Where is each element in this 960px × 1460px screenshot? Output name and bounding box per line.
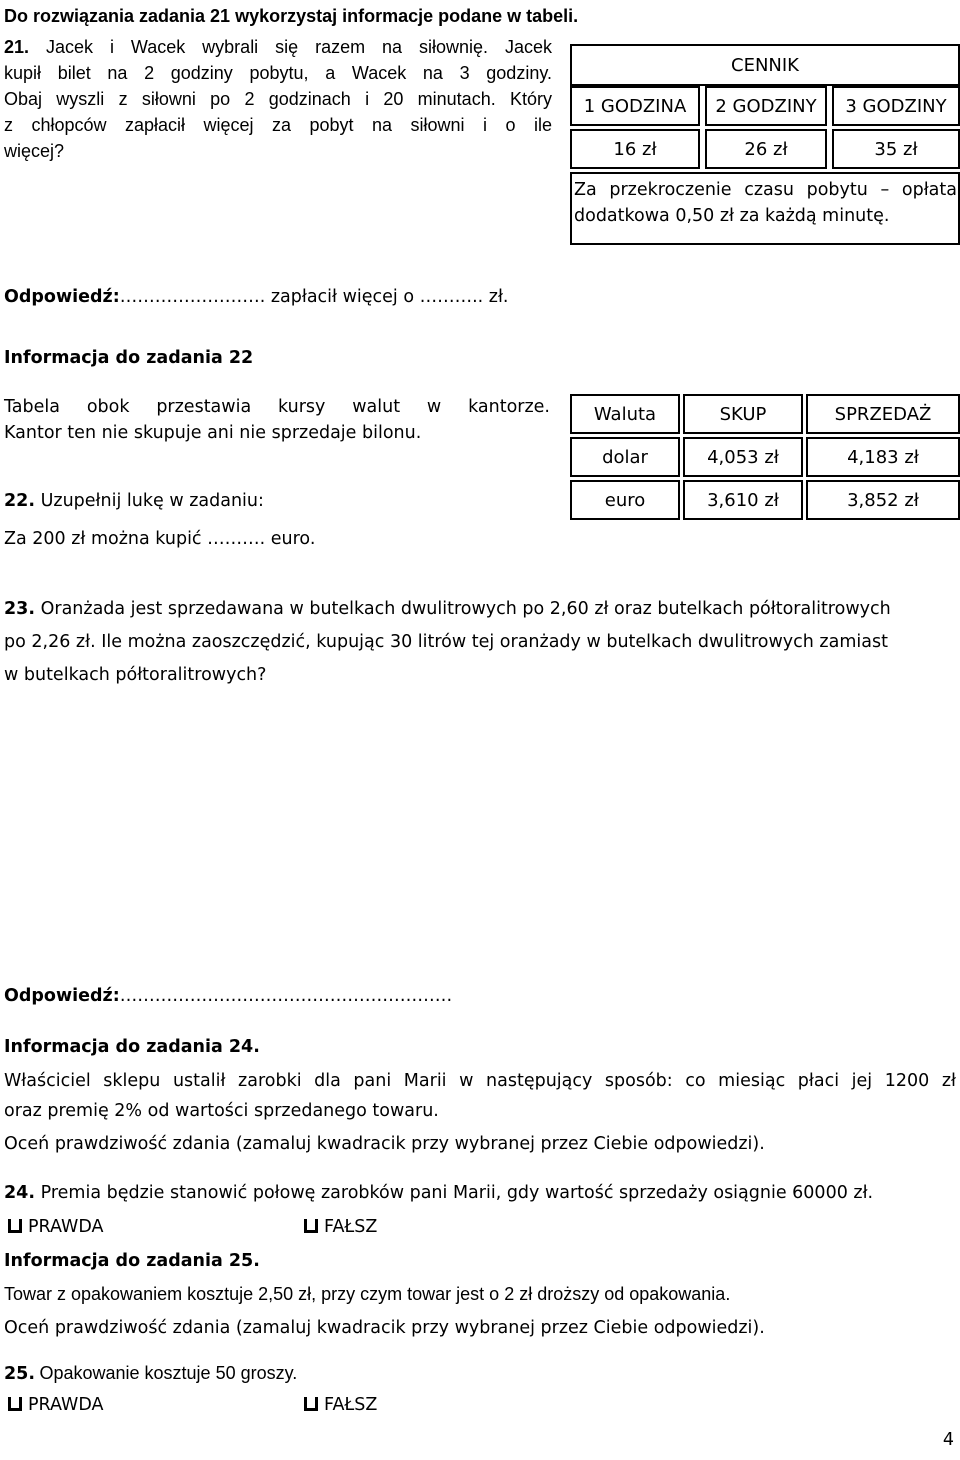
task23-text	[4, 596, 954, 688]
task22-text: Uzupełnij lukę w zadaniu:	[40, 491, 264, 511]
info24-line: Właściciel sklepu ustalił zarobki dla pani Marii w następujący sposób: co miesiąc płaci jej 1200 zł	[4, 1071, 956, 1091]
info25-heading: Informacja do zadania 25.	[4, 1251, 260, 1271]
info24-instruction: Oceń prawdziwość zdania (zamaluj kwadracik przy wybranej przez Ciebie odpowiedzi).	[4, 1134, 765, 1154]
info25-line: Towar z opakowaniem kosztuje 2,50 zł, przy czym towar jest o 2 zł droższy od opakowania.	[4, 1284, 731, 1304]
info22-line: Tabela obok przestawia kursy walut w kantorze.	[4, 397, 550, 417]
task24-prompt	[4, 1180, 873, 1206]
checkbox-icon[interactable]	[304, 1397, 318, 1411]
task22-prompt	[4, 488, 264, 514]
task21-number: 21.	[4, 37, 30, 57]
task23-line: Ile można zaoszczędzić, kupując 30 litrów tej oranżady w butelkach dwulitrowych zamiast	[101, 632, 888, 652]
task21-line: Obaj wyszli z siłowni po 2 godzinach i 20 minutach. Który	[4, 89, 552, 109]
info22-heading: Informacja do zadania 22	[4, 348, 254, 368]
price-note-line: dodatkowa 0,50 zł za każdą minutę.	[574, 206, 890, 226]
answer-label: Odpowiedź:	[4, 287, 120, 307]
price-header-1h: 1 GODZINA	[570, 86, 700, 126]
task23-line: po 2,26 zł.	[4, 632, 96, 652]
task21-line: kupił bilet na 2 godziny pobytu, a Wacek na 3 godziny.	[4, 63, 552, 83]
task25-number: 25.	[4, 1364, 36, 1384]
task21-answer	[4, 284, 509, 310]
currency-cell: dolar	[570, 437, 680, 477]
option-label: PRAWDA	[28, 1395, 104, 1415]
price-value-3h: 35 zł	[832, 129, 960, 169]
task22-number: 22.	[4, 491, 36, 511]
task24-number: 24.	[4, 1183, 36, 1203]
answer-label: Odpowiedź:	[4, 986, 120, 1006]
currency-cell: 3,852 zł	[806, 480, 960, 520]
info22-text	[4, 394, 550, 446]
option-label: FAŁSZ	[324, 1395, 378, 1415]
task21-text	[4, 34, 552, 164]
task21-line: z chłopców zapłacił więcej za pobyt na siłowni i o ile	[4, 115, 552, 135]
currency-cell: euro	[570, 480, 680, 520]
task25-option-true[interactable]	[8, 1392, 103, 1418]
price-value-1h: 16 zł	[570, 129, 700, 169]
currency-cell: 4,183 zł	[806, 437, 960, 477]
task23-answer	[4, 983, 452, 1009]
option-label: PRAWDA	[28, 1217, 104, 1237]
price-header-2h: 2 GODZINY	[705, 86, 827, 126]
page-number: 4	[942, 1430, 954, 1450]
info25-instruction: Oceń prawdziwość zdania (zamaluj kwadracik przy wybranej przez Ciebie odpowiedzi).	[4, 1318, 765, 1338]
currency-cell: 3,610 zł	[683, 480, 803, 520]
currency-cell: 4,053 zł	[683, 437, 803, 477]
price-table-title: CENNIK	[570, 44, 960, 86]
task23-number: 23.	[4, 599, 36, 619]
info22-line: Kantor ten nie skupuje ani nie sprzedaje bilonu.	[4, 423, 422, 443]
task21-line: Jacek i Wacek wybrali się razem na siłownię. Jacek	[45, 37, 552, 57]
task23-line: Oranżada jest sprzedawana w butelkach dwulitrowych po 2,60 zł oraz butelkach półtoralitrowych	[40, 599, 891, 619]
info24-text	[4, 1068, 956, 1124]
info24-heading: Informacja do zadania 24.	[4, 1037, 260, 1057]
price-header-3h: 3 GODZINY	[832, 86, 960, 126]
price-note-line: Za przekroczenie czasu pobytu – opłata	[574, 180, 957, 200]
answer-blank[interactable]: …………………………………………………	[119, 986, 453, 1006]
option-label: FAŁSZ	[324, 1217, 378, 1237]
header-instruction: Do rozwiązania zadania 21 wykorzystaj informacje podane w tabeli.	[4, 6, 579, 26]
task24-option-false[interactable]	[304, 1214, 377, 1240]
checkbox-icon[interactable]	[8, 1219, 22, 1233]
currency-header-waluta: Waluta	[570, 394, 680, 434]
checkbox-icon[interactable]	[304, 1219, 318, 1233]
task25-text: Opakowanie kosztuje 50 groszy.	[39, 1363, 298, 1383]
price-table-note	[570, 172, 960, 245]
task25-prompt	[4, 1360, 297, 1387]
task24-text: Premia będzie stanowić połowę zarobków pani Marii, gdy wartość sprzedaży osiągnie 60000 zł.	[40, 1183, 874, 1203]
price-value-2h: 26 zł	[705, 129, 827, 169]
answer-blank[interactable]: ……………………. zapłacił więcej o ……….. zł.	[119, 287, 509, 307]
task23-line: w butelkach półtoralitrowych?	[4, 665, 267, 685]
checkbox-icon[interactable]	[8, 1397, 22, 1411]
currency-header-skup: SKUP	[683, 394, 803, 434]
task21-line: więcej?	[4, 141, 65, 161]
task25-option-false[interactable]	[304, 1392, 377, 1418]
task24-option-true[interactable]	[8, 1214, 103, 1240]
info24-line: oraz premię 2% od wartości sprzedanego towaru.	[4, 1101, 439, 1121]
task22-line[interactable]: Za 200 zł można kupić ………. euro.	[4, 529, 316, 549]
currency-header-sprzedaz: SPRZEDAŻ	[806, 394, 960, 434]
